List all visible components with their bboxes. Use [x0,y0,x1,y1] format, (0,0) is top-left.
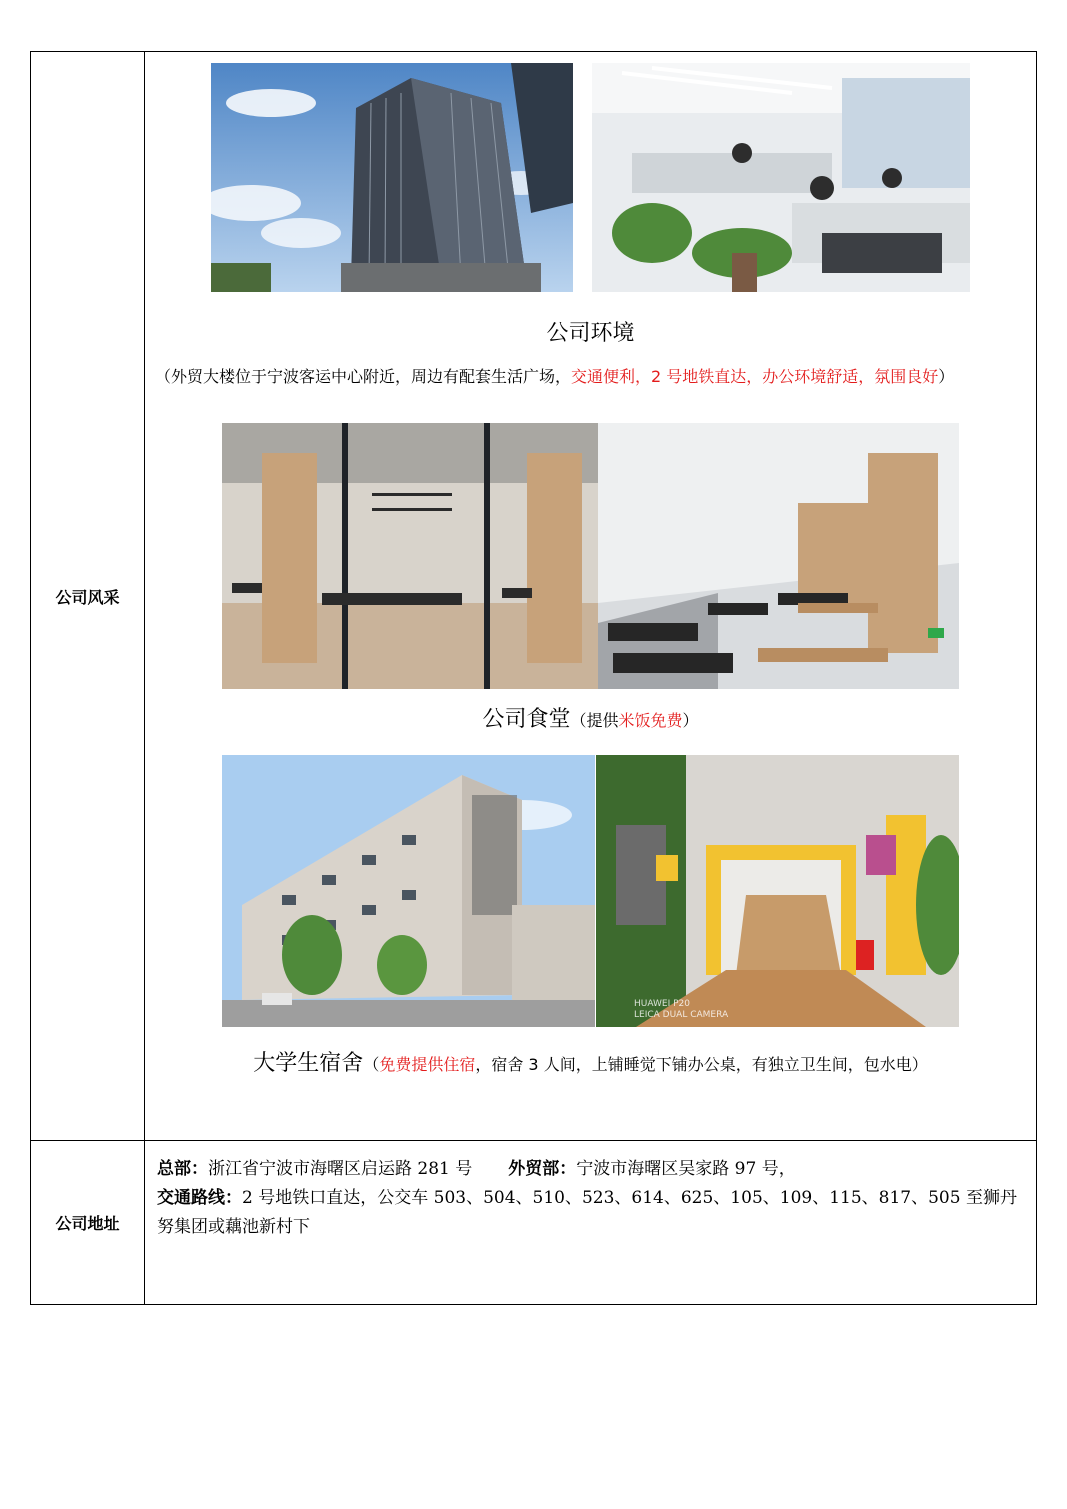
hq-value: 浙江省宁波市海曙区启运路 281 号 [208,1159,473,1179]
canteen-photo-right [598,423,959,689]
address-line-1 [157,1155,1024,1184]
environment-desc-start: （外贸大楼位于宁波客运中心附近，周边有配套生活广场， [155,367,572,386]
office-building-photo [211,63,573,292]
environment-description [155,362,1028,391]
environment-title: 公司环境 [546,321,635,346]
company-address-label: 公司地址 [31,1141,145,1305]
address-line-2 [157,1184,1024,1242]
canteen-note-close: ） [682,711,699,730]
company-info-table [30,51,1037,1305]
trade-dept-value: 宁波市海曙区吴家路 97 号， [576,1159,796,1179]
dorm-interior-photo [596,755,959,1027]
dorm-title: 大学生宿舍 [253,1051,364,1076]
canteen-photo-left [222,423,598,689]
route-value: 2 号地铁口直达，公交车 503、504、510、523、614、625、105、109、115、817、505 至狮丹努集团或藕池新村下 [157,1188,1017,1237]
environment-desc-highlight: 交通便利，2 号地铁直达，办公环境舒适，氛围良好 [571,367,939,386]
office-interior-photo [592,63,970,292]
canteen-note-highlight: 米饭免费 [618,711,683,730]
company-address-content [145,1141,1037,1305]
environment-caption [145,316,1036,347]
route-label: 交通路线： [157,1188,242,1208]
dorm-caption [145,1046,1036,1077]
canteen-caption [145,702,1036,733]
camera-watermark: HUAWEI P20 LEICA DUAL CAMERA [634,999,729,1020]
environment-desc-end: ） [938,367,955,386]
company-address-row [31,1141,1037,1305]
company-style-label: 公司风采 [31,52,145,1141]
company-style-row [31,52,1037,1141]
dorm-note-rest: ，宿舍 3 人间，上铺睡觉下铺办公桌，有独立卫生间，包水电） [475,1055,928,1074]
canteen-title: 公司食堂 [482,707,571,732]
company-style-content [145,52,1037,1141]
dorm-note-open: （ [363,1055,380,1074]
dorm-note-highlight: 免费提供住宿 [379,1055,476,1074]
dorm-building-photo [222,755,595,1027]
hq-label: 总部： [157,1159,208,1179]
trade-dept-label: 外贸部： [508,1159,577,1179]
canteen-note-open: （提供 [570,711,619,730]
